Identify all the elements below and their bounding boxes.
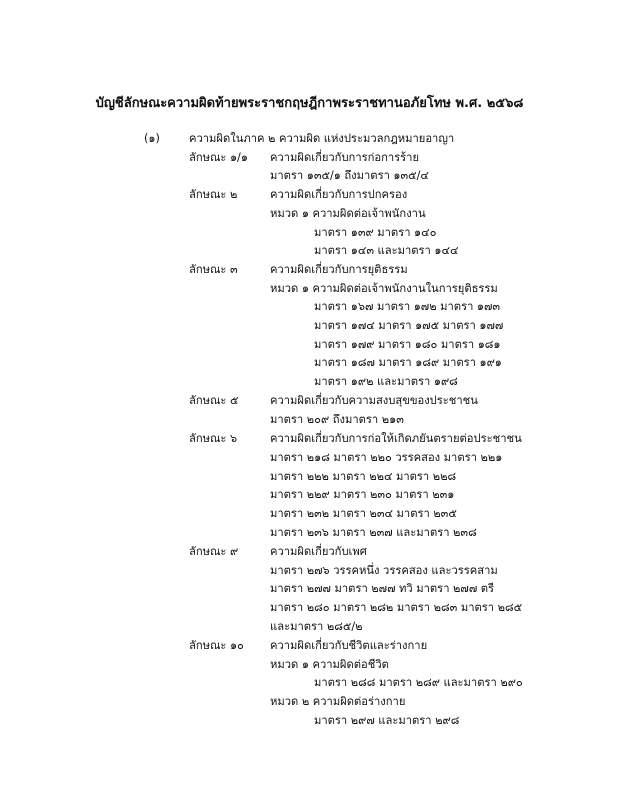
section-line: มาตรา ๑๘๗ มาตรา ๑๘๙ มาตรา ๑๙๑	[314, 356, 502, 369]
section-line: มาตรา ๑๗๔ มาตรา ๑๗๕ มาตรา ๑๗๗	[314, 319, 504, 332]
category-heading: ความผิดเกี่ยวกับการก่อการร้าย	[270, 151, 420, 164]
section-line: มาตรา ๑๙๒ และมาตรา ๑๙๘	[314, 375, 458, 388]
chapter-heading: หมวด ๑ ความผิดต่อเจ้าพนักงาน	[270, 207, 426, 220]
section-line: มาตรา ๑๗๙ มาตรา ๑๘๐ มาตรา ๑๘๑	[314, 338, 501, 351]
category-label: ลักษณะ ๒	[189, 188, 238, 201]
section-line: มาตรา ๒๘๘ มาตรา ๒๘๙ และมาตรา ๒๙๐	[314, 676, 523, 689]
section-line: และมาตรา ๒๘๕/๒	[270, 620, 363, 633]
category-heading: ความผิดเกี่ยวกับการปกครอง	[270, 188, 408, 201]
category-label: ลักษณะ ๖	[189, 432, 238, 445]
category-heading: ความผิดเกี่ยวกับชีวิตและร่างกาย	[270, 639, 428, 652]
section-line: มาตรา ๒๒๙ มาตรา ๒๓๐ มาตรา ๒๓๑	[270, 488, 455, 501]
section-line: มาตรา ๑๓๙ มาตรา ๑๔๐	[314, 226, 437, 239]
category-label: ลักษณะ ๑๐	[189, 639, 244, 652]
chapter-heading: หมวด ๑ ความผิดต่อเจ้าพนักงานในการยุติธรรม	[270, 282, 498, 295]
document-title: บัญชีลักษณะความผิดท้ายพระราชกฤษฎีกาพระราชทานอภัยโทษ พ.ศ. ๒๕๖๘	[95, 96, 524, 111]
section-line: มาตรา ๑๖๗ มาตรา ๑๗๒ มาตรา ๑๗๓	[314, 300, 501, 313]
category-heading: ความผิดเกี่ยวกับการยุติธรรม	[270, 263, 408, 276]
category-heading: ความผิดเกี่ยวกับการก่อให้เกิดภยันตรายต่อประชาชน	[270, 432, 522, 445]
chapter-heading: หมวด ๒ ความผิดต่อร่างกาย	[270, 695, 406, 708]
section-line: มาตรา ๒๓๒ มาตรา ๒๓๔ มาตรา ๒๓๕	[270, 507, 457, 520]
category-label: ลักษณะ ๓	[189, 263, 238, 276]
section-line: มาตรา ๒๐๙ ถึงมาตรา ๒๑๓	[270, 413, 404, 426]
section-line: มาตรา ๑๓๕/๑ ถึงมาตรา ๑๓๕/๔	[270, 169, 429, 182]
chapter-heading: หมวด ๑ ความผิดต่อชีวิต	[270, 658, 389, 671]
section-line: มาตรา ๒๑๘ มาตรา ๒๒๐ วรรคสอง มาตรา ๒๒๑	[270, 451, 503, 464]
section-line: มาตรา ๒๗๗ มาตรา ๒๗๗ ทวิ มาตรา ๒๗๗ ตรี	[270, 582, 495, 595]
section-line: มาตรา ๒๒๒ มาตรา ๒๒๔ มาตรา ๒๒๘	[270, 470, 457, 483]
category-heading: ความผิดเกี่ยวกับความสงบสุขของประชาชน	[270, 394, 478, 407]
category-label: ลักษณะ ๑/๑	[189, 151, 248, 164]
section-line: มาตรา ๒๓๖ มาตรา ๒๓๗ และมาตรา ๒๓๘	[270, 526, 477, 539]
category-heading: ความผิดเกี่ยวกับเพศ	[270, 545, 367, 558]
section-line: มาตรา ๒๙๗ และมาตรา ๒๙๘	[314, 714, 460, 727]
section-line: มาตรา ๑๔๓ และมาตรา ๑๔๔	[314, 244, 459, 257]
section-heading: ความผิดในภาค ๒ ความผิด แห่งประมวลกฎหมายอาญา	[189, 132, 455, 145]
category-label: ลักษณะ ๕	[189, 394, 239, 407]
section-number: (๑)	[144, 132, 160, 145]
category-label: ลักษณะ ๙	[189, 545, 239, 558]
section-line: มาตรา ๒๗๖ วรรคหนึ่ง วรรคสอง และวรรคสาม	[270, 564, 498, 577]
section-line: มาตรา ๒๘๐ มาตรา ๒๘๒ มาตรา ๒๘๓ มาตรา ๒๘๕	[270, 601, 523, 614]
